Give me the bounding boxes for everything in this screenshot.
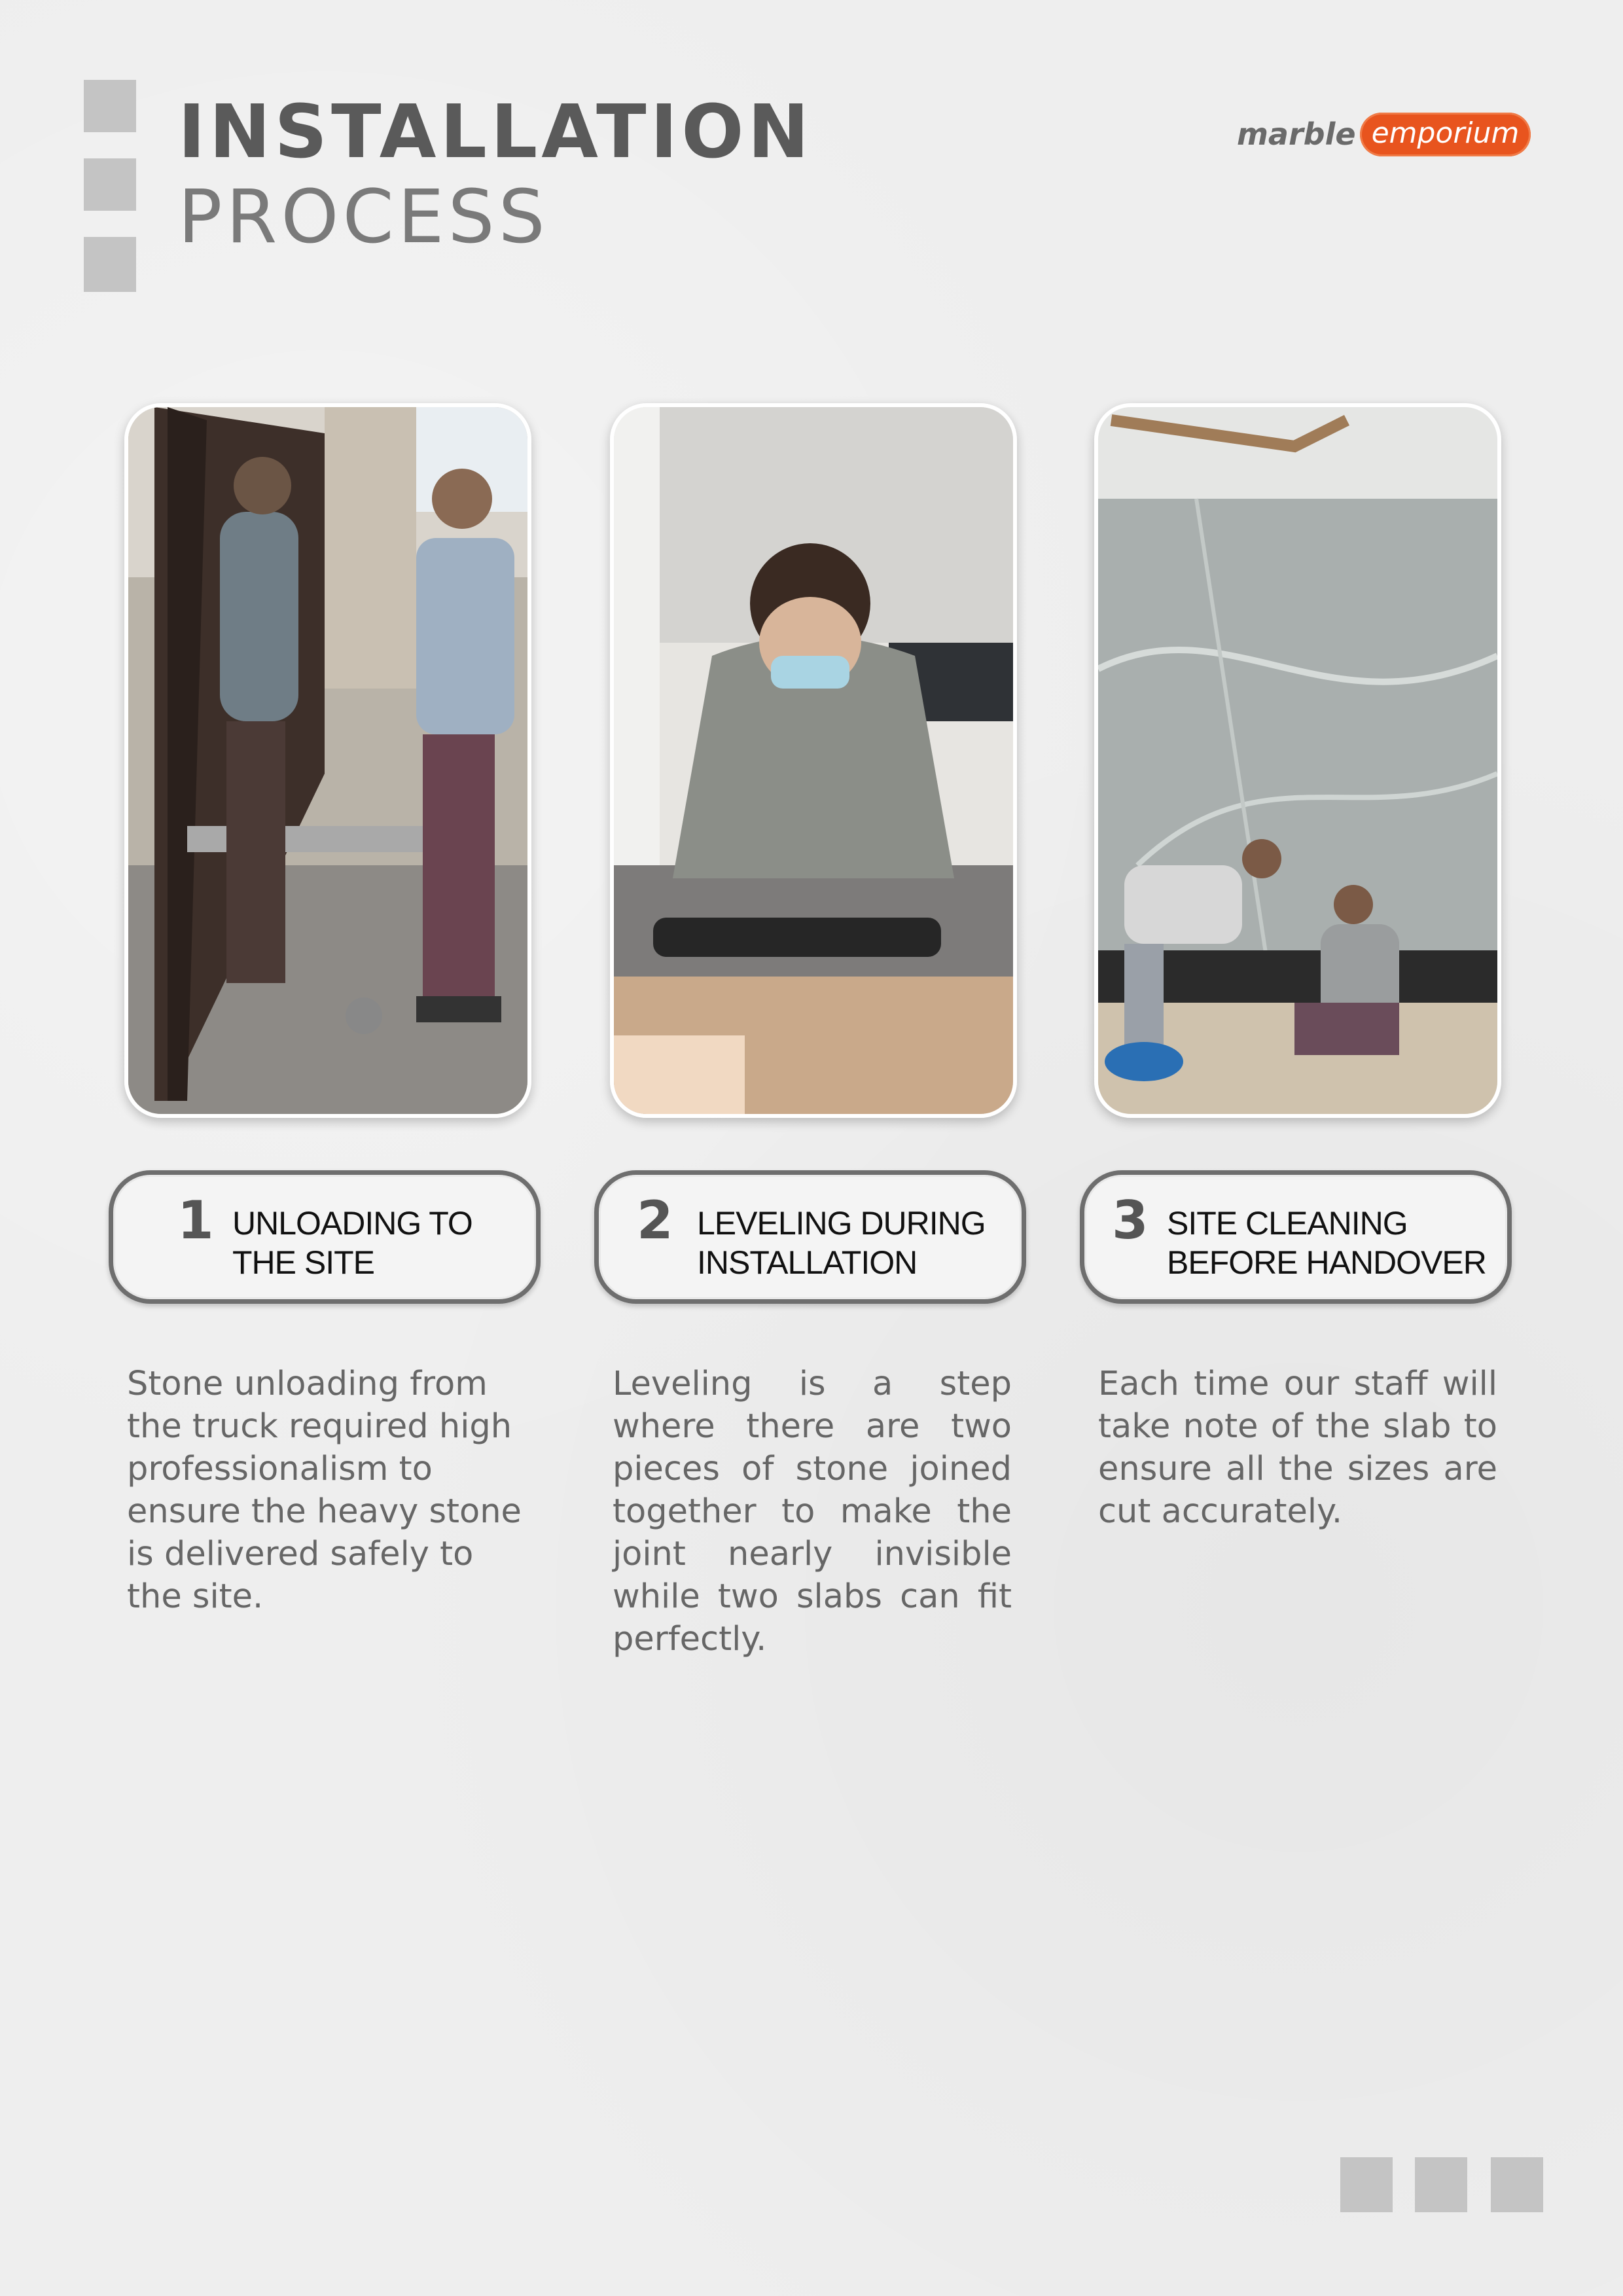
- step-2-description: Leveling is a step where there are two pieces of stone joined together to make the joint nearly invisible while two slabs can fit perfectly.: [613, 1365, 1012, 1659]
- step-1-label: [109, 1170, 541, 1304]
- step-title-line1: UNLOADING TO: [232, 1205, 473, 1242]
- step-title-line2: INSTALLATION: [697, 1244, 918, 1281]
- step-title: [697, 1204, 998, 1282]
- logo-word-emporium: emporium: [1360, 113, 1531, 156]
- step-title: [1167, 1204, 1494, 1282]
- step-title-line2: THE SITE: [232, 1244, 375, 1281]
- brand-logo: [1237, 110, 1531, 158]
- step-number: 3: [1112, 1190, 1149, 1251]
- decor-square: [84, 158, 136, 211]
- page-title: INSTALLATION: [178, 90, 813, 175]
- step-title: [232, 1204, 533, 1282]
- decor-square: [1491, 2157, 1543, 2212]
- step-number: 2: [637, 1190, 673, 1251]
- step-title-line2: BEFORE HANDOVER: [1167, 1244, 1486, 1281]
- logo-word-marble: marble: [1237, 117, 1356, 152]
- workers-cleaning-marble-wall-photo: [1094, 403, 1501, 1118]
- workers-unloading-stone-slab-photo: [124, 403, 531, 1118]
- decor-square: [84, 237, 136, 292]
- step-title-line1: SITE CLEANING: [1167, 1205, 1408, 1242]
- step-number: 1: [177, 1190, 214, 1251]
- step-1-description: Stone unloading from the truck required high professionalism to ensure the heavy stone is delivered safely to the site.: [127, 1365, 522, 1616]
- page-subtitle: PROCESS: [178, 175, 549, 260]
- step-title-line1: LEVELING DURING: [697, 1205, 986, 1242]
- step-3-description: Each time our staff will take note of the slab to ensure all the sizes are cut accurately.: [1098, 1365, 1497, 1531]
- decor-square: [1415, 2157, 1467, 2212]
- decor-square: [1340, 2157, 1393, 2212]
- worker-leveling-stone-photo: [610, 403, 1017, 1118]
- step-2-label: [594, 1170, 1026, 1304]
- decor-square: [84, 80, 136, 132]
- step-3-label: [1080, 1170, 1512, 1304]
